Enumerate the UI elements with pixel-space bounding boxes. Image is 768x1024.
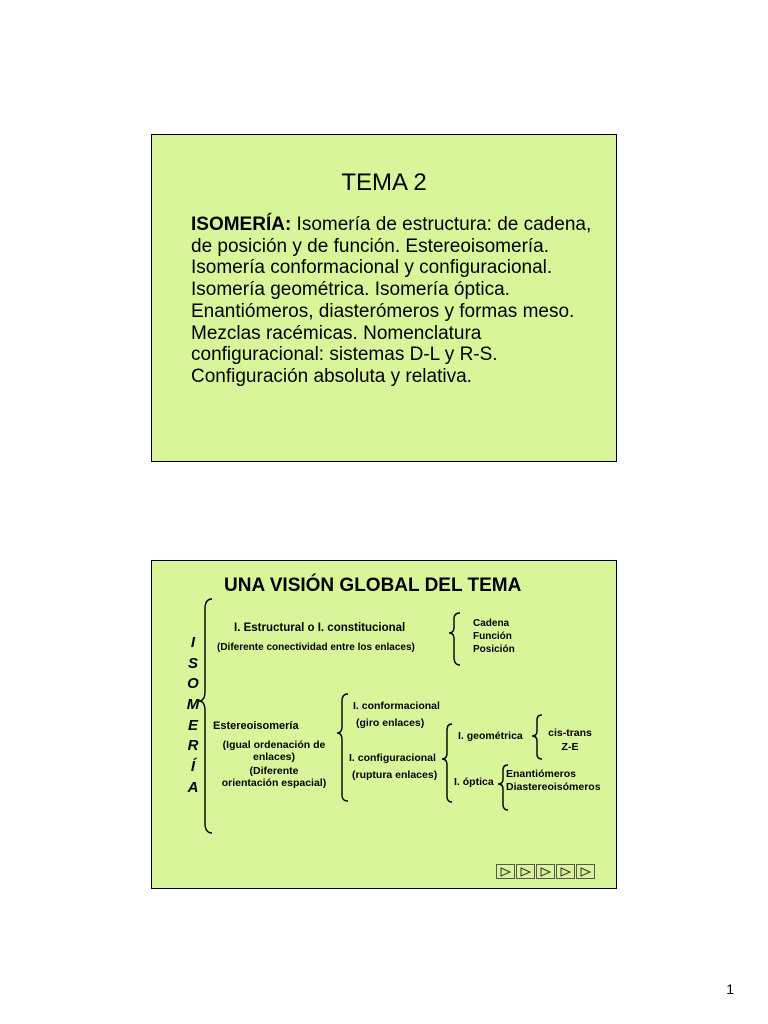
- configuracional-label: I. configuracional: [349, 752, 436, 764]
- configuracional-brace: [442, 724, 452, 802]
- triangle-right-icon: [540, 867, 551, 877]
- vertical-letter: A: [187, 779, 199, 796]
- slide-2: [151, 560, 617, 889]
- estereo-desc-line: enlaces): [252, 751, 296, 763]
- optica-label: I. óptica: [454, 776, 494, 788]
- geometrica-type: cis-trans: [548, 727, 592, 739]
- vertical-letter: Í: [190, 758, 196, 775]
- triangle-right-icon: [580, 867, 591, 877]
- estructural-desc: (Diferente conectividad entre los enlaces): [217, 642, 415, 653]
- slide-1-title: TEMA 2: [341, 169, 427, 196]
- nav-last-button[interactable]: [576, 864, 595, 879]
- geometrica-type: Z-E: [561, 741, 579, 753]
- vertical-letter: M: [186, 696, 200, 713]
- vertical-letter: I: [190, 634, 196, 651]
- slide-1-body-bold: ISOMERÍA:: [191, 214, 292, 235]
- geometrica-label: I. geométrica: [458, 730, 523, 742]
- nav-prev-button[interactable]: [516, 864, 535, 879]
- vertical-letter: E: [187, 717, 198, 734]
- conformacional-label: I. conformacional: [353, 700, 440, 712]
- triangle-right-icon: [560, 867, 571, 877]
- slide-1: [151, 134, 617, 462]
- vertical-letter: S: [187, 655, 198, 672]
- estereo-label: Estereoisomería: [213, 720, 299, 732]
- main-brace: [199, 599, 212, 833]
- structural-brace: [449, 613, 460, 665]
- stereo-brace: [337, 694, 348, 801]
- conformacional-desc: (giro enlaces): [356, 717, 425, 729]
- vertical-letter: R: [187, 737, 199, 754]
- nav-first-button[interactable]: [496, 864, 515, 879]
- slide-1-body: [191, 214, 601, 388]
- vertical-letter: O: [187, 675, 199, 692]
- triangle-right-icon: [520, 867, 531, 877]
- triangle-right-icon: [500, 867, 511, 877]
- slide-1-body-text: Isomería de estructura: de cadena, de posición y de función. Estereoisomería. Isomería conformacional y configuracional. Isomería geométrica. Isomería óptica. Enantiómeros, diasterómeros y formas meso. Mezclas racémicas. Nomenclatura configuracional: sistemas D-L y R-S. Configuración absoluta y relativa.: [191, 214, 592, 387]
- nav-play-button[interactable]: [536, 864, 555, 879]
- optica-type: Enantiómeros: [506, 768, 577, 780]
- estereo-desc-line: (Igual ordenación de: [222, 739, 326, 751]
- estereo-desc-line: orientación espacial): [221, 777, 327, 789]
- optica-type: Diastereoisómeros: [506, 781, 601, 793]
- estereo-desc-line: (Diferente: [249, 765, 299, 777]
- estructural-type: Función: [473, 631, 512, 642]
- slide-2-title: UNA VISIÓN GLOBAL DEL TEMA: [224, 575, 522, 596]
- configuracional-desc: (ruptura enlaces): [352, 769, 438, 781]
- slide-nav-bar: [496, 864, 595, 879]
- estructural-label: I. Estructural o I. constitucional: [234, 622, 406, 634]
- nav-next-button[interactable]: [556, 864, 575, 879]
- estructural-type: Cadena: [473, 618, 510, 629]
- page-number: 1: [726, 981, 734, 997]
- estructural-type: Posición: [473, 644, 515, 655]
